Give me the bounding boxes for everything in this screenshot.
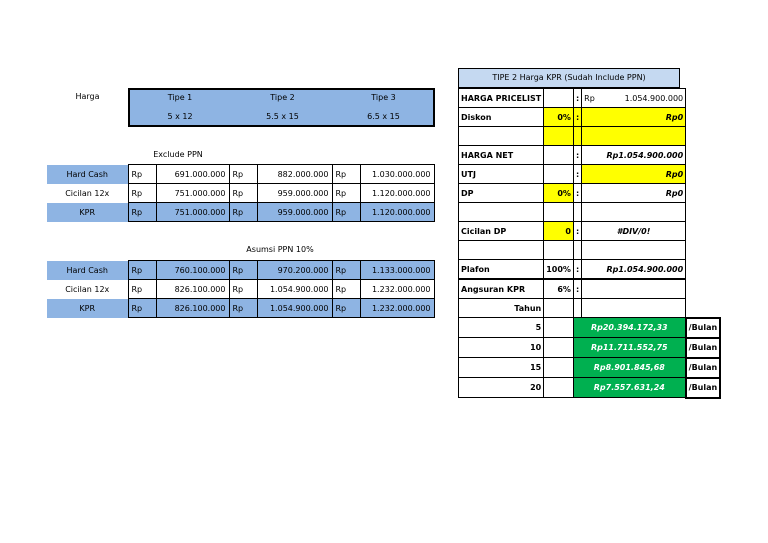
table-row: [47, 261, 434, 280]
currency-cell: Rp: [584, 93, 595, 103]
type-header-box: [128, 88, 435, 127]
currency-cell: Rp: [128, 261, 156, 280]
empty-cell: [544, 299, 574, 318]
type-1-size: 5 x 12: [167, 112, 193, 121]
colon: :: [573, 279, 581, 299]
colon: :: [573, 222, 581, 241]
angsuran-rate: 6%: [544, 279, 574, 299]
spacer-cell: [686, 127, 721, 146]
price-cell: 760.100.000: [156, 261, 229, 280]
row-label: KPR: [47, 299, 128, 318]
ppn-title: Asumsi PPN 10%: [246, 245, 314, 254]
currency-cell: Rp: [332, 280, 360, 299]
empty-cell: [544, 165, 574, 184]
currency-cell: Rp: [128, 280, 156, 299]
spacer-cell: [686, 89, 721, 108]
diskon-label: Diskon: [459, 108, 544, 127]
empty-cell: [573, 299, 581, 318]
spacer-cell: [686, 146, 721, 165]
currency-cell: Rp: [229, 203, 257, 222]
empty-cell: [544, 89, 574, 108]
row-label: Cicilan 12x: [65, 188, 110, 198]
currency-cell: Rp: [229, 184, 257, 203]
per-bulan: /Bulan: [686, 378, 721, 398]
installment-value: Rp7.557.631,24: [573, 378, 685, 398]
table-row: [459, 299, 721, 318]
empty-cell: [544, 378, 574, 398]
currency-cell: Rp: [128, 184, 156, 203]
empty-cell: [573, 241, 581, 260]
installment-years: 10: [459, 338, 544, 358]
row-label: KPR: [47, 203, 128, 222]
type-2-size: 5.5 x 15: [266, 112, 299, 121]
table-row: [47, 165, 434, 184]
empty-cell: [582, 241, 686, 260]
type-2-name: Tipe 2: [270, 93, 295, 102]
dp-pct[interactable]: 0%: [544, 184, 574, 203]
table-row: [47, 203, 434, 222]
harga-pricelist-value: [582, 89, 686, 108]
row-label: Cicilan 12x: [65, 284, 110, 294]
empty-cell: [582, 299, 686, 318]
colon: :: [573, 184, 581, 203]
table-row: [459, 165, 721, 184]
price-cell: 1.054.900.000: [624, 93, 684, 103]
price-cell: 970.200.000: [257, 261, 332, 280]
currency-cell: Rp: [332, 261, 360, 280]
diskon-value: Rp0: [582, 108, 686, 127]
currency-cell: Rp: [128, 203, 156, 222]
price-cell: 1.120.000.000: [360, 184, 434, 203]
installment-value: Rp20.394.172,33: [573, 318, 685, 338]
spacer-cell: [686, 260, 721, 280]
plafon-pct: 100%: [544, 260, 574, 280]
installment-years: 20: [459, 378, 544, 398]
table-row: [47, 299, 434, 318]
table-row: [459, 108, 721, 127]
installment-value: Rp8.901.845,68: [573, 358, 685, 378]
harga-net-value: Rp1.054.900.000: [582, 146, 686, 165]
price-cell: 1.232.000.000: [360, 299, 434, 318]
kpr-title: TIPE 2 Harga KPR (Sudah Include PPN): [458, 68, 680, 88]
cicilan-dp-months[interactable]: 0: [544, 222, 574, 241]
price-cell: 691.000.000: [156, 165, 229, 184]
ppn-table: [47, 260, 435, 318]
empty-cell: [573, 203, 581, 222]
type-3-name: Tipe 3: [371, 93, 396, 102]
empty-cell: [459, 203, 544, 222]
exclude-ppn-title: Exclude PPN: [153, 150, 203, 159]
empty-cell: [459, 127, 544, 146]
currency-cell: Rp: [332, 165, 360, 184]
spacer-cell: [686, 299, 721, 318]
table-row: [459, 279, 721, 299]
currency-cell: Rp: [332, 203, 360, 222]
currency-cell: Rp: [128, 165, 156, 184]
table-row: [459, 146, 721, 165]
table-row: [459, 241, 721, 260]
row-label: Hard Cash: [47, 261, 128, 280]
plafon-value: Rp1.054.900.000: [582, 260, 686, 280]
spacer-cell: [686, 279, 721, 299]
price-cell: 1.232.000.000: [360, 280, 434, 299]
plafon-label: Plafon: [459, 260, 544, 280]
empty-cell: [573, 127, 581, 146]
empty-cell: [582, 203, 686, 222]
colon: :: [573, 108, 581, 127]
installment-row: [459, 378, 721, 398]
colon: :: [573, 146, 581, 165]
table-row: [47, 184, 434, 203]
empty-cell: [544, 127, 574, 146]
price-cell: 751.000.000: [156, 184, 229, 203]
colon: :: [573, 165, 581, 184]
currency-cell: Rp: [332, 184, 360, 203]
per-bulan: /Bulan: [686, 338, 721, 358]
spacer-cell: [686, 108, 721, 127]
price-cell: 959.000.000: [257, 184, 332, 203]
exclude-ppn-table: [47, 164, 435, 222]
price-cell: 1.030.000.000: [360, 165, 434, 184]
empty-cell: [544, 318, 574, 338]
price-cell: 959.000.000: [257, 203, 332, 222]
per-bulan: /Bulan: [686, 358, 721, 378]
empty-cell: [544, 338, 574, 358]
per-bulan: /Bulan: [686, 318, 721, 338]
kpr-table: [458, 88, 721, 399]
table-row: [459, 127, 721, 146]
table-row: [459, 89, 721, 108]
empty-cell: [544, 203, 574, 222]
harga-pricelist-label: HARGA PRICELIST: [459, 89, 544, 108]
utj-value[interactable]: Rp0: [582, 165, 686, 184]
spacer-cell: [686, 184, 721, 203]
type-3-size: 6.5 x 15: [367, 112, 400, 121]
price-cell: 751.000.000: [156, 203, 229, 222]
currency-cell: Rp: [128, 299, 156, 318]
harga-label: Harga: [75, 92, 100, 101]
table-row: [459, 260, 721, 280]
table-row: [459, 203, 721, 222]
dp-value: Rp0: [582, 184, 686, 203]
price-cell: 826.100.000: [156, 299, 229, 318]
installment-value: Rp11.711.552,75: [573, 338, 685, 358]
table-row: [47, 280, 434, 299]
price-cell: 1.054.900.000: [257, 299, 332, 318]
empty-cell: [582, 279, 686, 299]
diskon-pct[interactable]: 0%: [544, 108, 574, 127]
currency-cell: Rp: [332, 299, 360, 318]
table-row: [459, 184, 721, 203]
colon: :: [573, 260, 581, 280]
type-1-name: Tipe 1: [167, 93, 193, 102]
price-cell: 1.133.000.000: [360, 261, 434, 280]
currency-cell: Rp: [229, 299, 257, 318]
installment-row: [459, 358, 721, 378]
cicilan-dp-value: #DIV/0!: [582, 222, 686, 241]
price-cell: 1.120.000.000: [360, 203, 434, 222]
empty-cell: [544, 358, 574, 378]
price-cell: 826.100.000: [156, 280, 229, 299]
harga-net-label: HARGA NET: [459, 146, 544, 165]
installment-row: [459, 318, 721, 338]
row-label: Hard Cash: [47, 165, 128, 184]
spacer-cell: [686, 222, 721, 241]
spacer-cell: [686, 165, 721, 184]
dp-label: DP: [459, 184, 544, 203]
angsuran-label: Angsuran KPR: [459, 279, 544, 299]
price-cell: 1.054.900.000: [257, 280, 332, 299]
empty-cell: [544, 146, 574, 165]
installment-years: 15: [459, 358, 544, 378]
utj-label: UTJ: [459, 165, 544, 184]
currency-cell: Rp: [229, 165, 257, 184]
price-cell: 882.000.000: [257, 165, 332, 184]
currency-cell: Rp: [229, 261, 257, 280]
table-row: [459, 222, 721, 241]
tahun-label: Tahun: [459, 299, 544, 318]
installment-row: [459, 338, 721, 358]
colon: :: [573, 89, 581, 108]
empty-cell: [544, 241, 574, 260]
cicilan-dp-label: Cicilan DP: [459, 222, 544, 241]
empty-cell: [459, 241, 544, 260]
currency-cell: Rp: [229, 280, 257, 299]
installment-years: 5: [459, 318, 544, 338]
empty-cell: [582, 127, 686, 146]
spacer-cell: [686, 203, 721, 222]
spacer-cell: [686, 241, 721, 260]
